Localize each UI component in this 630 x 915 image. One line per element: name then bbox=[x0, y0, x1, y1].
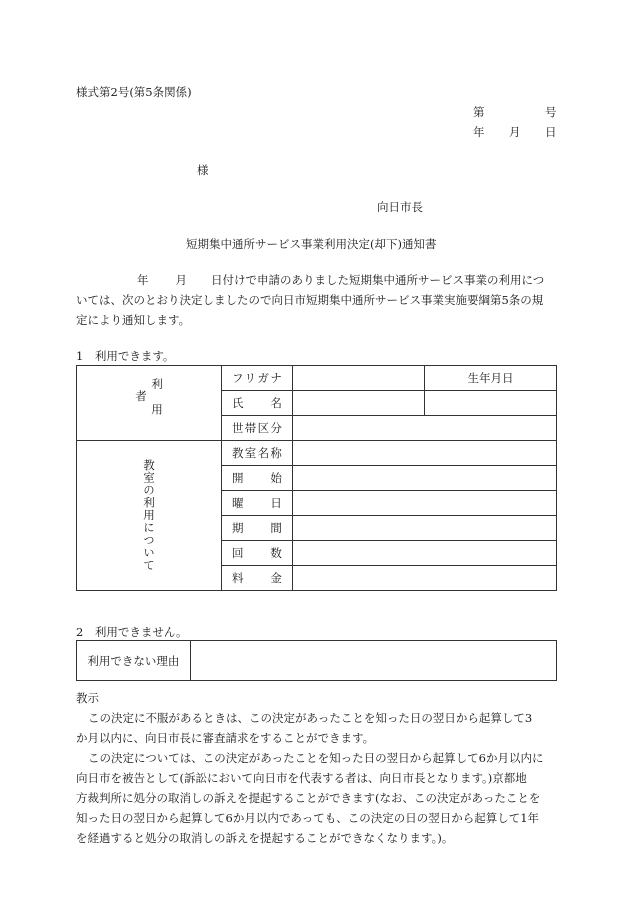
notice-paragraph-2 bbox=[76, 748, 560, 848]
class-name-field bbox=[292, 441, 556, 466]
notice-p1-line1: この決定に不服があるときは、この決定があったことを知った日の翌日から起算して3 bbox=[88, 711, 533, 725]
intro-line2: いては、次のとおり決定しましたので向日市短期集中通所サービス事業実施要綱第5条の規 bbox=[76, 293, 544, 307]
rejection-reason-label: 利用できない理由 bbox=[77, 641, 191, 681]
intro-paragraph bbox=[76, 270, 560, 330]
intro-line3: 定により通知します。 bbox=[76, 313, 191, 327]
count-label: 回 数 bbox=[222, 541, 293, 566]
notice-p2-line2: 向日市を被告として(訴訟において向日市を代表する者は、向日市長となります。)京都地 bbox=[76, 771, 527, 785]
intro-line1: 日付けで申請のありました短期集中通所サービス事業の利用につ bbox=[211, 273, 545, 287]
notice-p2-line5: を経過すると処分の取消しの訴えを提起することができなくなります。)。 bbox=[76, 831, 454, 845]
notice-p2-line1: この決定については、この決定があったことを知った日の翌日から起算して6か月以内に bbox=[88, 751, 544, 765]
notice-p2-line4: 知った日の翌日から起算して6か月以内であっても、この決定の日の翌日から起算して1年 bbox=[76, 811, 540, 825]
intro-year-label: 年 bbox=[137, 273, 149, 287]
intro-month-label: 月 bbox=[175, 273, 187, 287]
date-month-label: 月 bbox=[509, 125, 521, 139]
document-title: 短期集中通所サービス事業利用決定(却下)通知書 bbox=[186, 237, 437, 251]
count-field bbox=[292, 541, 556, 566]
row-furigana bbox=[77, 366, 557, 391]
issuer: 向日市長 bbox=[377, 200, 423, 214]
group-user-label: 利用者 bbox=[77, 366, 222, 441]
date-year-label: 年 bbox=[473, 125, 485, 139]
name-field bbox=[292, 391, 424, 416]
group-class-label: 教室の利用について bbox=[77, 441, 222, 591]
weekday-field bbox=[292, 491, 556, 516]
birthdate-field bbox=[425, 391, 557, 416]
furigana-field bbox=[292, 366, 424, 391]
date-day-label: 日 bbox=[545, 125, 557, 139]
furigana-label: フリガナ bbox=[222, 366, 293, 391]
usage-table bbox=[76, 365, 557, 591]
fee-label: 料 金 bbox=[222, 566, 293, 591]
addressee-suffix: 様 bbox=[197, 163, 209, 177]
form-number: 様式第2号(第5条関係) bbox=[76, 85, 192, 99]
class-name-label: 教室名称 bbox=[222, 441, 293, 466]
rejection-table bbox=[76, 640, 557, 681]
household-field bbox=[292, 416, 556, 441]
rejection-reason-field bbox=[190, 641, 556, 681]
document-number-suffix: 号 bbox=[545, 105, 557, 119]
weekday-label: 曜 日 bbox=[222, 491, 293, 516]
period-label: 期 間 bbox=[222, 516, 293, 541]
name-label: 氏 名 bbox=[222, 391, 293, 416]
section2-heading: 2 利用できません。 bbox=[76, 625, 188, 639]
notice-heading: 教示 bbox=[76, 691, 99, 705]
document-number-prefix: 第 bbox=[473, 105, 485, 119]
start-field bbox=[292, 466, 556, 491]
birthdate-label: 生年月日 bbox=[425, 366, 557, 391]
notice-p1-line2: か月以内に、向日市長に審査請求をすることができます。 bbox=[76, 731, 375, 745]
row-class-name bbox=[77, 441, 557, 466]
notice-p2-line3: 方裁判所に処分の取消しの訴えを提起することができます(なお、この決定があったことを bbox=[76, 791, 541, 805]
section1-heading: 1 利用できます。 bbox=[76, 349, 175, 363]
notice-paragraph-1 bbox=[76, 708, 560, 748]
fee-field bbox=[292, 566, 556, 591]
household-label: 世帯区分 bbox=[222, 416, 293, 441]
period-field bbox=[292, 516, 556, 541]
start-label: 開 始 bbox=[222, 466, 293, 491]
